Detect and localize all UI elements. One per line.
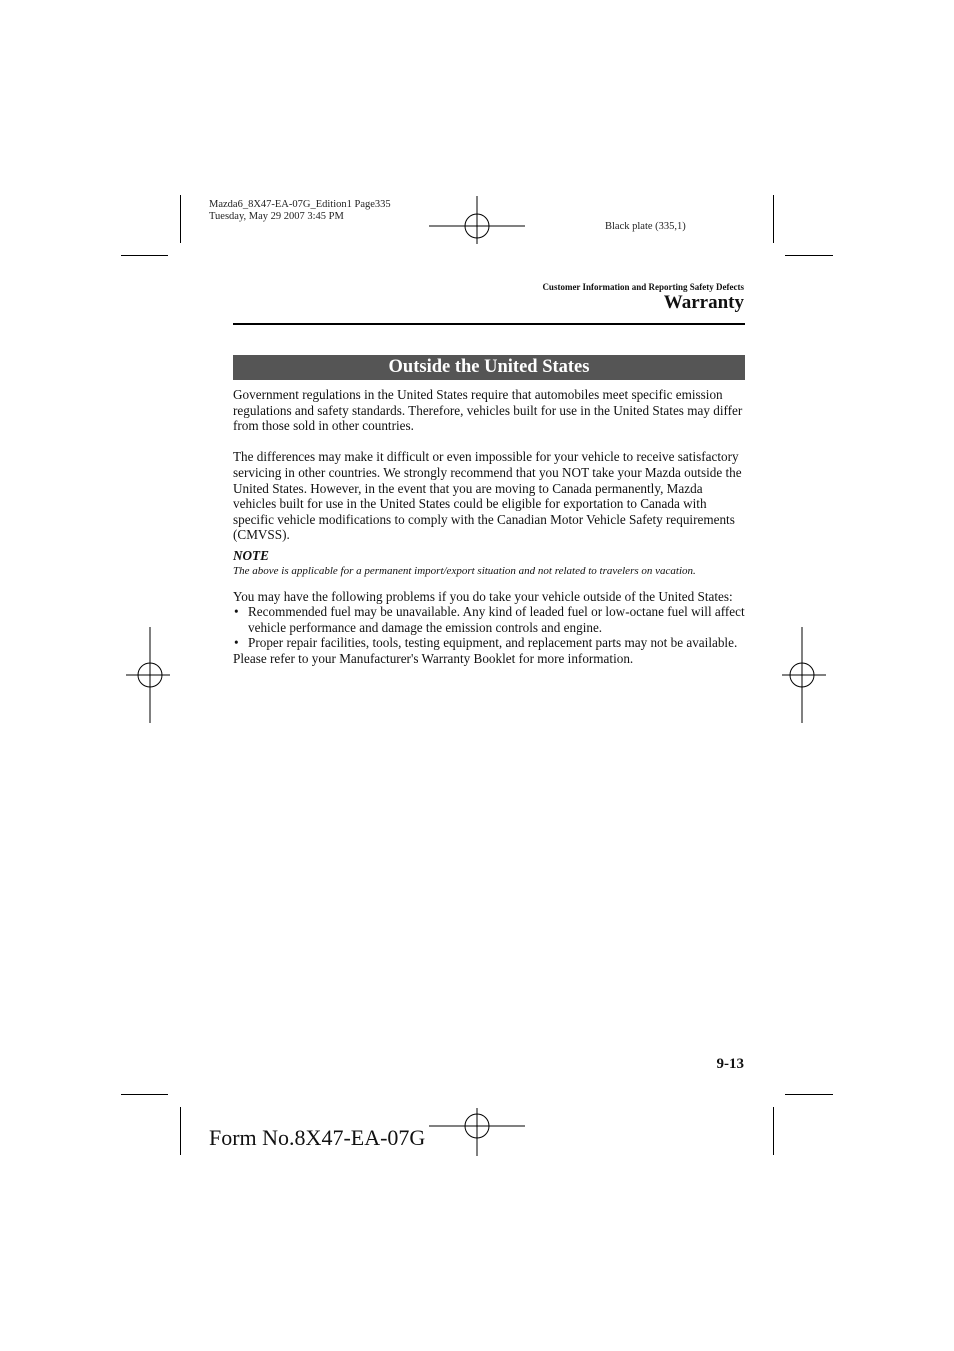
bullet-icon: • xyxy=(234,604,239,620)
chapter-title: Warranty xyxy=(663,292,744,313)
form-number: Form No.8X47-EA-07G xyxy=(209,1125,426,1150)
print-metadata-line: Mazda6_8X47-EA-07G_Edition1 Page335 xyxy=(209,199,391,210)
crop-mark xyxy=(773,1107,774,1155)
crop-mark xyxy=(785,255,833,256)
print-metadata xyxy=(209,199,391,223)
header-rule xyxy=(233,323,745,325)
crop-mark xyxy=(180,195,181,243)
crop-mark xyxy=(773,195,774,243)
crop-mark xyxy=(785,1094,833,1095)
paragraph: Government regulations in the United States require that automobiles meet specific emission regulations and safety standards. Therefore, vehicles built for use in the United States may differ from those sold in other countries. xyxy=(233,387,743,434)
paragraph: You may have the following problems if you do take your vehicle outside of the United States: xyxy=(233,588,733,604)
note-label: NOTE xyxy=(233,547,269,563)
paragraph: The differences may make it difficult or even impossible for your vehicle to receive satisfactory servicing in other countries. We strongly recommend that you NOT take your Mazda outside the United States. However, in the event that you are moving to Canada permanently, Mazda vehicles built for use in the United States could be eligible for exportation to Canada with specific vehicle modifications to comply with the Canadian Motor Vehicle Safety requirements (CMVSS). xyxy=(233,449,742,543)
bullet-list xyxy=(233,604,745,651)
page-heading: Outside the United States xyxy=(233,355,745,380)
list-item-text: Recommended fuel may be unavailable. Any kind of leaded fuel or low-octane fuel will affect vehicle performance and damage the emission controls and engine. xyxy=(248,604,745,635)
registration-mark-left xyxy=(126,627,174,723)
section-title: Customer Information and Reporting Safety Defects xyxy=(542,282,744,292)
registration-mark-bottom xyxy=(429,1078,525,1174)
print-metadata-line: Tuesday, May 29 2007 3:45 PM xyxy=(209,211,344,222)
paragraph: Please refer to your Manufacturer's Warranty Booklet for more information. xyxy=(233,650,634,666)
list-item-text: Proper repair facilities, tools, testing equipment, and replacement parts may not be available. xyxy=(248,635,738,651)
registration-mark-right xyxy=(778,627,826,723)
list-item xyxy=(233,635,745,651)
list-item xyxy=(233,604,745,635)
crop-mark xyxy=(121,1094,168,1095)
page-number: 9-13 xyxy=(716,1056,744,1072)
registration-mark-top xyxy=(429,178,525,274)
bullet-icon: • xyxy=(234,635,239,651)
main-content xyxy=(233,387,745,667)
crop-mark xyxy=(180,1107,181,1155)
plate-label: Black plate (335,1) xyxy=(605,221,686,232)
crop-mark xyxy=(121,255,168,256)
note-text: The above is applicable for a permanent import/export situation and not related to travelers on vacation. xyxy=(233,564,696,577)
